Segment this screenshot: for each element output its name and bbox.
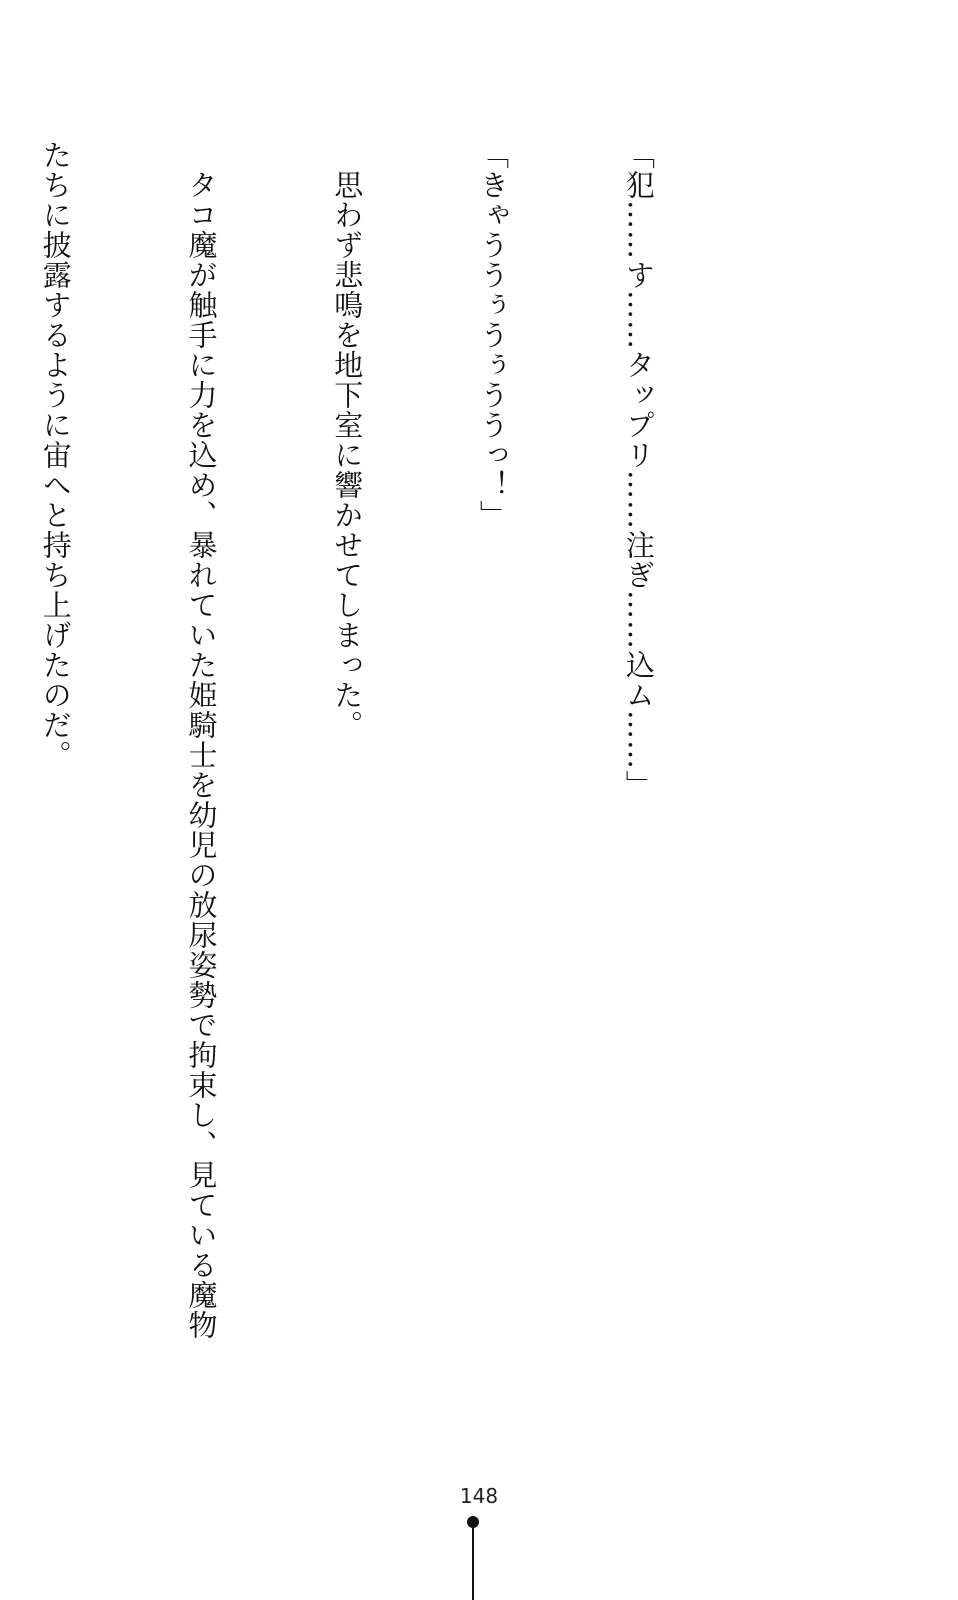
page-marker-line bbox=[472, 1526, 474, 1600]
text-line: たちに披露するように宙へと持ち上げたのだ。 bbox=[38, 140, 73, 770]
text-line: 思わず悲鳴を地下室に響かせてしまった。 bbox=[330, 140, 365, 740]
text-line: 「犯……す……タップリ……注ぎ……込ム……」 bbox=[621, 140, 656, 800]
novel-text-block bbox=[0, 140, 760, 1340]
text-line: タコ魔が触手に力を込め、暴れていた姫騎士を幼児の放尿姿勢で拘束し、見ている魔物 bbox=[184, 140, 219, 1340]
page-number: 148 bbox=[459, 1484, 499, 1508]
text-line: 「きゃううぅうぅううっ！」 bbox=[476, 140, 511, 530]
